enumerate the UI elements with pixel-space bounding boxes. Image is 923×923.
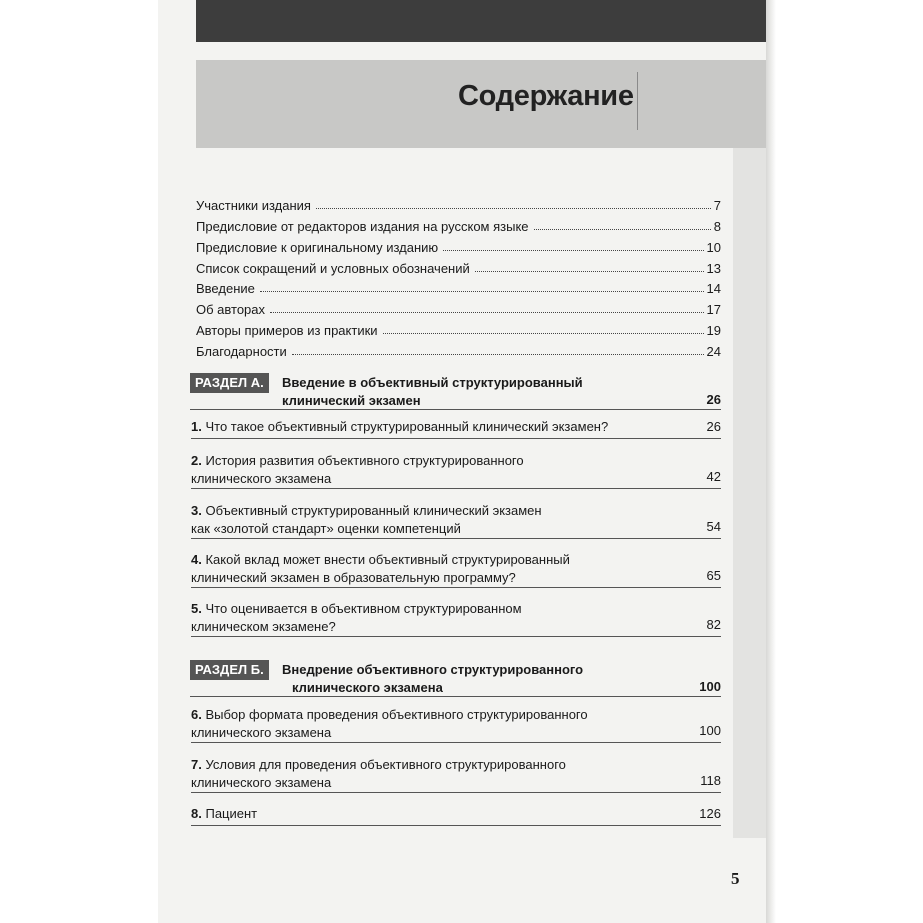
toc-entry-label: Об авторах — [196, 302, 266, 317]
chapter-entry[interactable] — [191, 452, 721, 489]
toc-entry-page: 10 — [706, 240, 721, 255]
chapter-page: 118 — [700, 773, 721, 788]
dot-leader — [383, 333, 704, 334]
chapter-page: 100 — [699, 723, 721, 738]
side-band — [733, 148, 766, 838]
dot-leader — [443, 250, 703, 251]
toc-entry[interactable] — [196, 214, 721, 234]
chapter-page: 26 — [706, 419, 721, 434]
section-b-page: 100 — [699, 679, 721, 694]
chapter-entry[interactable] — [191, 706, 721, 743]
chapter-number: 7. — [191, 757, 202, 772]
section-a-title — [282, 374, 583, 410]
toc-entry-page: 8 — [713, 219, 721, 234]
dot-leader — [292, 354, 704, 355]
toc-entry[interactable] — [196, 193, 721, 213]
toc-entry-page: 13 — [706, 261, 721, 276]
title-divider — [637, 72, 638, 130]
section-a-tag: РАЗДЕЛ А. — [190, 373, 269, 393]
chapter-entry[interactable] — [191, 600, 721, 637]
toc-entry[interactable] — [196, 318, 721, 338]
dot-leader — [475, 271, 704, 272]
chapter-title: Что такое объективный структурированный клинический экзамен? — [205, 419, 609, 434]
chapter-number: 4. — [191, 552, 202, 567]
toc-entry-label: Список сокращений и условных обозначений — [196, 261, 470, 276]
chapter-title-line1: История развития объективного структурированного — [205, 453, 524, 468]
chapter-entry[interactable] — [191, 502, 721, 539]
chapter-entry[interactable] — [191, 805, 721, 826]
chapter-number: 5. — [191, 601, 202, 616]
chapter-page: 65 — [706, 568, 721, 583]
chapter-page: 82 — [706, 617, 721, 632]
section-a-title-line2: клинический экзамен — [282, 393, 421, 408]
toc-entry-label: Благодарности — [196, 344, 287, 359]
toc-entry[interactable] — [196, 276, 721, 296]
toc-entry[interactable] — [196, 339, 721, 359]
section-b-title-line1: Внедрение объективного структурированного — [282, 662, 584, 677]
dot-leader — [270, 312, 704, 313]
toc-entry-page: 17 — [706, 302, 721, 317]
chapter-title-line2: как «золотой стандарт» оценки компетенций — [191, 521, 461, 536]
section-a-page: 26 — [706, 392, 721, 407]
toc-entry-label: Предисловие от редакторов издания на русском языке — [196, 219, 529, 234]
chapter-entry[interactable] — [191, 418, 721, 439]
toc-entry-label: Участники издания — [196, 198, 311, 213]
toc-entry-label: Введение — [196, 281, 255, 296]
chapter-number: 2. — [191, 453, 202, 468]
chapter-number: 8. — [191, 806, 202, 821]
chapter-number: 3. — [191, 503, 202, 518]
toc-entry[interactable] — [196, 256, 721, 276]
chapter-title-line2: клиническом экзамене? — [191, 619, 336, 634]
dot-leader — [316, 208, 711, 209]
chapter-title: Пациент — [205, 806, 258, 821]
chapter-number: 6. — [191, 707, 202, 722]
toc-entry[interactable] — [196, 297, 721, 317]
chapter-title-line1: Какой вклад может внести объективный структурированный — [205, 552, 570, 567]
top-dark-bar — [196, 0, 766, 42]
toc-entry-page: 14 — [706, 281, 721, 296]
toc-entry-label: Авторы примеров из практики — [196, 323, 378, 338]
chapter-number: 1. — [191, 419, 202, 434]
toc-entry-page: 19 — [706, 323, 721, 338]
section-a-heading[interactable] — [190, 373, 721, 410]
chapter-entry[interactable] — [191, 551, 721, 588]
chapter-title-line2: клинический экзамен в образовательную программу? — [191, 570, 516, 585]
toc-entry[interactable] — [196, 235, 721, 255]
chapter-page: 42 — [706, 469, 721, 484]
chapter-title-line1: Что оценивается в объективном структурированном — [205, 601, 522, 616]
section-b-heading[interactable] — [190, 660, 721, 697]
dot-leader — [260, 291, 704, 292]
chapter-page: 54 — [706, 519, 721, 534]
chapter-title-line2: клинического экзамена — [191, 775, 332, 790]
chapter-title-line1: Условия для проведения объективного структурированного — [205, 757, 566, 772]
page-edge — [766, 0, 776, 923]
toc-entry-page: 24 — [706, 344, 721, 359]
section-b-title-line2: клинического экзамена — [292, 680, 443, 695]
toc-entry-label: Предисловие к оригинальному изданию — [196, 240, 439, 255]
page-title: Содержание — [458, 80, 634, 112]
chapter-title-line1: Объективный структурированный клинический экзамен — [205, 503, 542, 518]
section-b-title — [282, 661, 583, 697]
toc-entry-page: 7 — [713, 198, 721, 213]
chapter-title-line2: клинического экзамена — [191, 471, 332, 486]
section-b-tag: РАЗДЕЛ Б. — [190, 660, 269, 680]
dot-leader — [534, 229, 711, 230]
page-number: 5 — [731, 869, 740, 888]
section-a-title-line1: Введение в объективный структурированный — [282, 375, 583, 390]
chapter-page: 126 — [699, 806, 721, 821]
chapter-entry[interactable] — [191, 756, 721, 793]
chapter-title-line2: клинического экзамена — [191, 725, 332, 740]
chapter-title-line1: Выбор формата проведения объективного структурированного — [205, 707, 588, 722]
